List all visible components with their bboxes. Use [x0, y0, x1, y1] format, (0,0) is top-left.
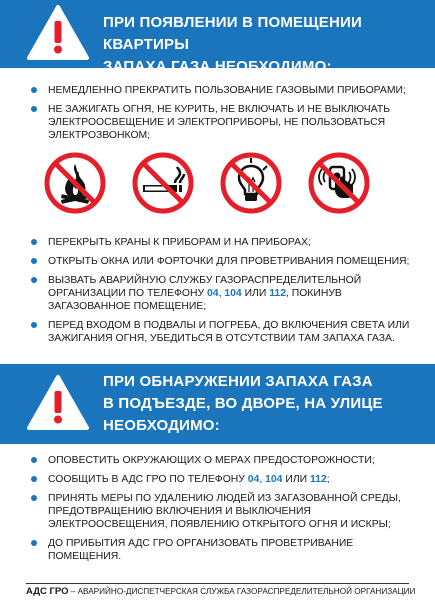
- call-text-after: ;: [326, 474, 330, 485]
- separator: ,: [259, 474, 266, 485]
- footer-text: – АВАРИЙНО-ДИСПЕТЧЕРСКАЯ СЛУЖБА ГАЗОРАСПРЕДЕЛИТЕЛЬНОЙ ОРГАНИЗАЦИИ: [68, 587, 416, 596]
- separator: ИЛИ: [282, 474, 310, 485]
- call-text-after: , ПОКИНУВ ЗАГАЗОВАННОЕ ПОМЕЩЕНИЕ;: [48, 288, 342, 312]
- section-1-list-bottom: [34, 236, 424, 345]
- no-smoking-icon: [132, 152, 194, 214]
- phone-number-104: 104: [224, 288, 242, 299]
- section-1-heading-line-1: ПРИ ПОЯВЛЕНИИ В ПОМЕЩЕНИИ КВАРТИРЫ: [103, 14, 362, 53]
- separator: ИЛИ: [241, 288, 270, 299]
- phone-number-112: 112: [269, 288, 286, 299]
- call-text-before: ВЫЗВАТЬ АВАРИЙНУЮ СЛУЖБУ ГАЗОРАСПРЕДЕЛИТЕЛЬНОЙ ОРГАНИЗАЦИИ ПО ТЕЛЕФОНУ: [48, 275, 362, 299]
- section-2-heading-line-3: НЕОБХОДИМО:: [103, 417, 220, 434]
- list-item-report-call: [34, 473, 424, 486]
- list-item: ОТКРЫТЬ ОКНА ИЛИ ФОРТОЧКИ ДЛЯ ПРОВЕТРИВАНИЯ ПОМЕЩЕНИЯ;: [34, 255, 424, 268]
- section-2-heading-line-2: В ПОДЪЕЗДЕ, ВО ДВОРЕ, НА УЛИЦЕ: [103, 395, 383, 412]
- footer-divider: [26, 583, 409, 584]
- call-text-before: СООБЩИТЬ В АДС ГРО ПО ТЕЛЕФОНУ: [48, 474, 248, 485]
- section-1-heading: [103, 12, 435, 78]
- separator: ,: [218, 288, 225, 299]
- phone-number-104: 104: [265, 474, 283, 485]
- warning-triangle-icon: [26, 4, 90, 62]
- footer-abbreviation: АДС ГРО: [26, 586, 69, 597]
- list-item: ПЕРЕКРЫТЬ КРАНЫ К ПРИБОРАМ И НА ПРИБОРАХ;: [34, 236, 424, 249]
- list-item: ДО ПРИБЫТИЯ АДС ГРО ОРГАНИЗОВАТЬ ПРОВЕТРИВАНИЕ ПОМЕЩЕНИЯ.: [34, 537, 424, 563]
- no-fire-icon: [44, 152, 106, 214]
- section-1-heading-line-2: ЗАПАХА ГАЗА НЕОБХОДИМО:: [103, 58, 332, 75]
- list-item-emergency-call: [34, 274, 424, 313]
- list-item: НЕ ЗАЖИГАТЬ ОГНЯ, НЕ КУРИТЬ, НЕ ВКЛЮЧАТЬ И НЕ ВЫКЛЮЧАТЬ ЭЛЕКТРООСВЕЩЕНИЕ И ЭЛЕКТРОПРИБОРЫ, НЕ ПОЛЬЗОВАТЬСЯ ЭЛЕКТРОЗВОНКОМ;: [34, 103, 424, 142]
- phone-number-04: 04: [207, 288, 219, 299]
- section-2-heading-line-1: ПРИ ОБНАРУЖЕНИИ ЗАПАХА ГАЗА: [103, 373, 373, 390]
- list-item: ПЕРЕД ВХОДОМ В ПОДВАЛЫ И ПОГРЕБА, ДО ВКЛЮЧЕНИЯ СВЕТА ИЛИ ЗАЖИГАНИЯ ОГНЯ, УБЕДИТЬСЯ В ОТСУТСТВИИ ТАМ ЗАПАХА ГАЗА.: [34, 319, 424, 345]
- banner-section-2: [0, 364, 435, 444]
- prohibition-icons: [44, 152, 364, 214]
- list-item: ОПОВЕСТИТЬ ОКРУЖАЮЩИХ О МЕРАХ ПРЕДОСТОРОЖНОСТИ;: [34, 454, 424, 467]
- section-2-list: [34, 454, 424, 563]
- section-2-heading: [103, 371, 383, 437]
- phone-number-04: 04: [247, 474, 260, 485]
- phone-number-112: 112: [310, 474, 327, 485]
- no-light-icon: [220, 152, 282, 214]
- warning-triangle-icon: [26, 374, 90, 432]
- banner-section-1: [0, 0, 435, 75]
- section-1-list-top: [34, 84, 424, 142]
- list-item: ПРИНЯТЬ МЕРЫ ПО УДАЛЕНИЮ ЛЮДЕЙ ИЗ ЗАГАЗОВАННОЙ СРЕДЫ, ПРЕДОТВРАЩЕНИЮ ВКЛЮЧЕНИЯ И ВЫКЛЮЧЕНИЯ ЭЛЕКТРООСВЕЩЕНИЯ, ПОЯВЛЕНИЮ ОТКРЫТОГО ОГНЯ И ИСКРЫ;: [34, 492, 424, 531]
- list-item: НЕМЕДЛЕННО ПРЕКРАТИТЬ ПОЛЬЗОВАНИЕ ГАЗОВЫМИ ПРИБОРАМИ;: [34, 84, 424, 97]
- footer: [26, 586, 426, 597]
- no-doorbell-icon: [308, 152, 370, 214]
